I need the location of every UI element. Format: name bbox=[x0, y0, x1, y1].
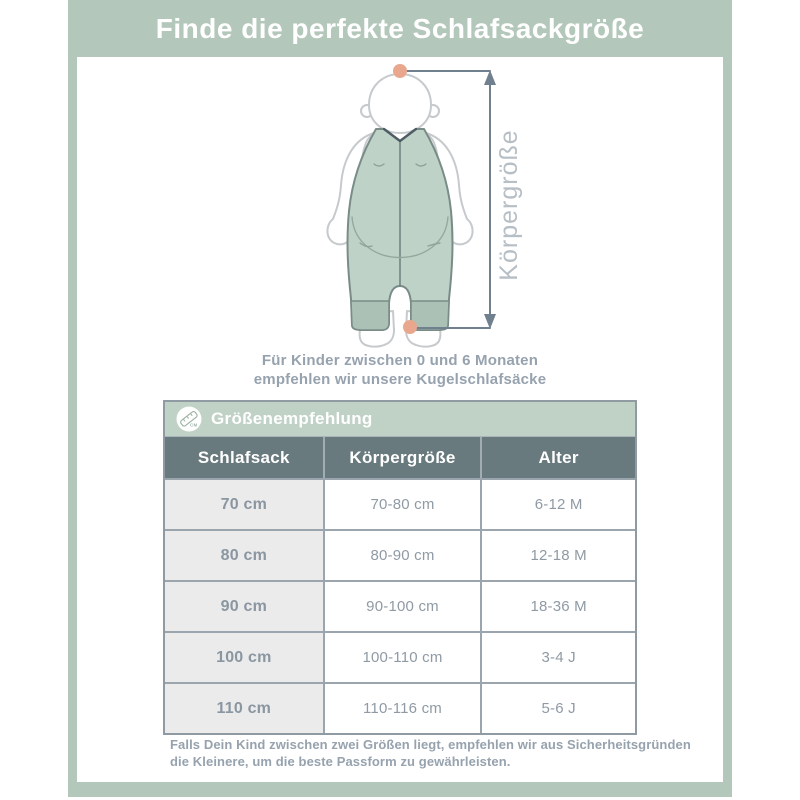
cell-schlafsack: 110 cm bbox=[165, 684, 323, 733]
table-row bbox=[165, 529, 635, 580]
footnote-line-2: die Kleinere, um die beste Passform zu gewährleisten. bbox=[170, 754, 511, 769]
cell-alter: 5-6 J bbox=[480, 684, 635, 733]
cell-koerpergroesse: 110-116 cm bbox=[323, 684, 481, 733]
cell-alter: 18-36 M bbox=[480, 582, 635, 631]
baby-sleeping-bag-illustration bbox=[290, 59, 530, 349]
column-header-schlafsack: Schlafsack bbox=[197, 447, 290, 467]
arrowhead-up-icon bbox=[484, 70, 496, 85]
table-row bbox=[165, 682, 635, 733]
table-header-row bbox=[165, 437, 635, 478]
kugelschlafsack-note bbox=[77, 351, 723, 389]
table-row bbox=[165, 580, 635, 631]
note-line-1: Für Kinder zwischen 0 und 6 Monaten bbox=[261, 352, 539, 369]
head-marker-dot bbox=[393, 64, 407, 78]
footnote-line-1: Falls Dein Kind zwischen zwei Größen liegt, empfehlen wir aus Sicherheitsgründen bbox=[170, 737, 691, 752]
table-title-bar bbox=[165, 402, 635, 437]
measuring-tape-icon bbox=[176, 406, 202, 432]
cell-koerpergroesse: 80-90 cm bbox=[323, 531, 481, 580]
table-row bbox=[165, 478, 635, 529]
cell-schlafsack: 70 cm bbox=[165, 480, 323, 529]
green-frame bbox=[68, 0, 732, 797]
cell-schlafsack: 100 cm bbox=[165, 633, 323, 682]
baby-head bbox=[369, 74, 431, 133]
cell-alter: 6-12 M bbox=[480, 480, 635, 529]
content-panel bbox=[77, 57, 723, 782]
arrowhead-down-icon bbox=[484, 314, 496, 329]
column-header-koerpergroesse: Körpergröße bbox=[323, 437, 481, 478]
safety-footnote bbox=[170, 736, 691, 770]
cell-koerpergroesse: 100-110 cm bbox=[323, 633, 481, 682]
measure-label: Körpergröße bbox=[495, 129, 523, 281]
cell-alter: 12-18 M bbox=[480, 531, 635, 580]
column-header-alter: Alter bbox=[480, 437, 635, 478]
page-title: Finde die perfekte Schlafsackgröße bbox=[155, 12, 645, 44]
sleeping-bag-cuff-left bbox=[351, 301, 389, 330]
cell-koerpergroesse: 70-80 cm bbox=[323, 480, 481, 529]
cell-schlafsack: 80 cm bbox=[165, 531, 323, 580]
cell-alter: 3-4 J bbox=[480, 633, 635, 682]
note-line-2: empfehlen wir unsere Kugelschlafsäcke bbox=[253, 371, 547, 388]
size-recommendation-table bbox=[163, 400, 637, 735]
cell-koerpergroesse: 90-100 cm bbox=[323, 582, 481, 631]
table-row bbox=[165, 631, 635, 682]
foot-marker-dot bbox=[403, 320, 417, 334]
cell-schlafsack: 90 cm bbox=[165, 582, 323, 631]
table-title: Größenempfehlung bbox=[211, 409, 373, 428]
icon-cm-text: CM bbox=[190, 422, 198, 428]
